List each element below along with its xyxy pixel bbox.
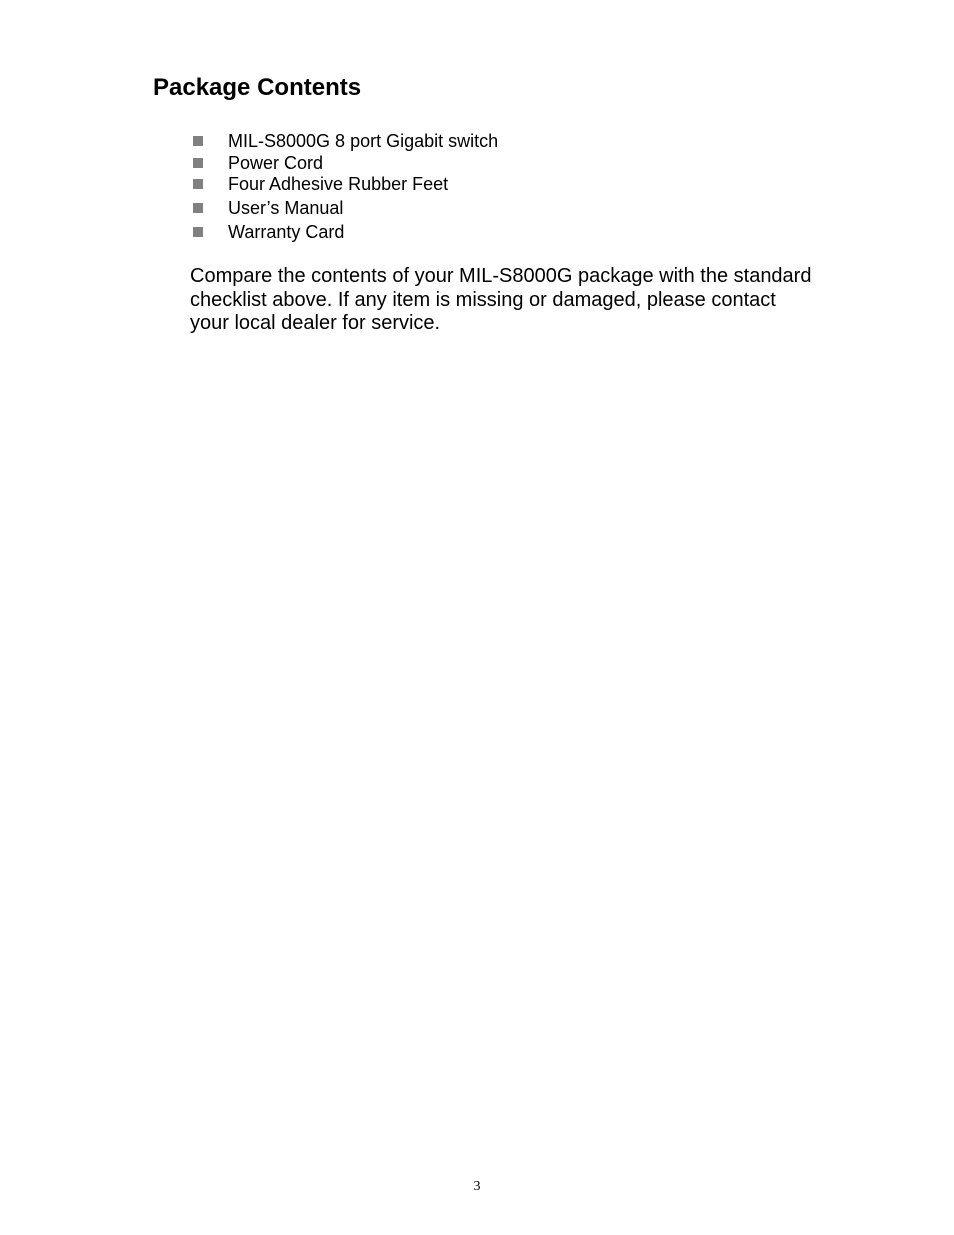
list-item [0,197,700,219]
list-item [0,152,700,174]
page-title: Package Contents [153,74,362,101]
list-item [0,173,700,195]
list-item [0,221,700,243]
checklist-paragraph: Compare the contents of your MIL-S8000G package with the standard checklist above. If any item is missing or damaged, please contact your local dealer for service. [190,265,812,334]
list-item-text: User’s Manual [228,198,344,218]
square-bullet-icon [193,158,203,168]
list-item [0,130,700,152]
square-bullet-icon [193,227,203,237]
square-bullet-icon [193,136,203,146]
list-item-text: MIL-S8000G 8 port Gigabit switch [228,131,499,151]
page-number: 3 [473,1179,481,1194]
square-bullet-icon [193,203,203,213]
list-item-text: Four Adhesive Rubber Feet [228,174,449,194]
square-bullet-icon [193,179,203,189]
list-item-text: Warranty Card [228,222,345,242]
list-item-text: Power Cord [228,153,324,173]
